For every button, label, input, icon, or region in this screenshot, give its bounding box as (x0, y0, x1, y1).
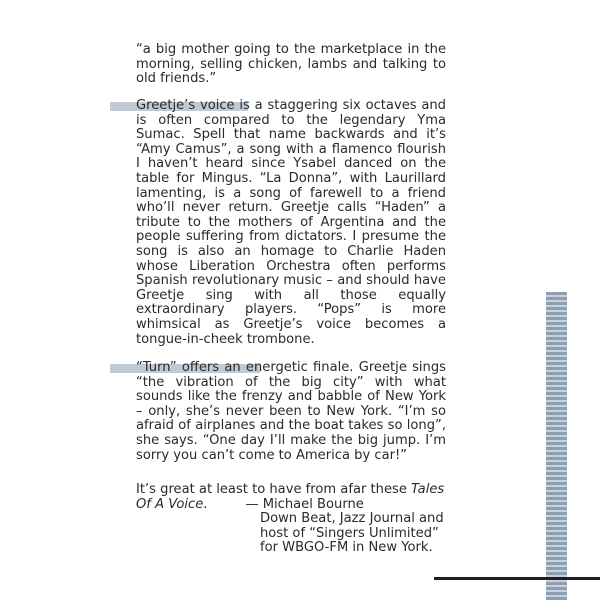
closing-signature (136, 483, 446, 556)
closing-line-end: . (203, 496, 208, 512)
decorative-rule (434, 577, 600, 580)
album-title: Tales Of A Voice (136, 482, 445, 512)
paragraph-text: “Turn” offers an energetic finale. Greetje sings “the vibration of the big city” with what sounds like the frenzy and babble of New York – only, she’s never been to New York. “I’m so afraid of airplanes and the boat takes so long”, she says. “One day I’ll make the big jump. I’m sorry you can’t come to America by car!” (136, 360, 446, 463)
paragraph-greetje-voice (136, 99, 446, 347)
author-credit-1: Down Beat, Jazz Journal and (260, 511, 444, 527)
paragraph-turn-finale (136, 361, 446, 463)
closing-line-start: It’s great at least to have from afar these (136, 482, 412, 497)
author-name: — Michael Bourne (245, 496, 364, 512)
paragraph-text: “a big mother going to the marketplace in the morning, selling chicken, lambs and talking to old friends.” (136, 42, 446, 87)
decorative-striped-bar (546, 292, 567, 600)
closing-line (136, 483, 446, 512)
paragraph-text: Greetje’s voice is a staggering six octaves and is often compared to the legendary Yma Sumac. Spell that name backwards and it’s “Amy Camus”, a song with a flamenco flourish I haven’t heard since Ysabel danced on the table for Mingus. “La Donna”, with Laurillard lamenting, is a song of farewell to a friend who’ll never return. Greetje calls “Haden” a tribute to the mothers of Argentina and the people suffering from dictators. I presume the song is also an homage to Charlie Haden whose Liberation Orchestra often performs Spanish revolutionary music – and should have Greetje sing with all those equally extraordinary players. “Pops” is more whimsical as Greetje’s voice becomes a tongue-in-cheek trombone. (136, 98, 446, 347)
author-credit-2: host of “Singers Unlimited” (260, 525, 439, 541)
author-credit-3: for WBGO-FM in New York. (260, 540, 433, 556)
paragraph-marketplace-quote (136, 43, 446, 87)
